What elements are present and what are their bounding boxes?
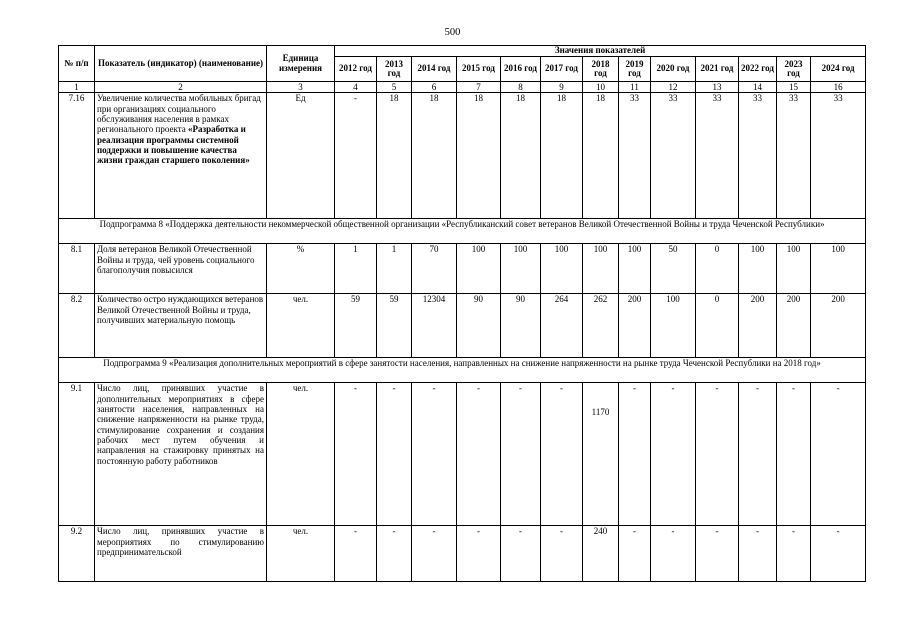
value-cell: 100 bbox=[583, 244, 619, 294]
value-cell: - bbox=[457, 526, 501, 582]
column-number: 2 bbox=[95, 82, 267, 93]
value-cell: 100 bbox=[811, 244, 866, 294]
column-number: 8 bbox=[501, 82, 541, 93]
value-cell: - bbox=[739, 526, 777, 582]
value-cell: 1 bbox=[335, 244, 377, 294]
unit-cell: чел. bbox=[267, 383, 335, 526]
value-cell: - bbox=[377, 383, 412, 526]
subprogram-8-title: Подпрограмма 8 «Поддержка деятельности некоммерческой общественной организации «Республиканский совет ветеранов Великой Отечественной Войны и труда Чеченской Республики» bbox=[59, 219, 866, 244]
unit-cell: чел. bbox=[267, 294, 335, 358]
unit-cell: чел. bbox=[267, 526, 335, 582]
value-cell: 1170 bbox=[583, 383, 619, 526]
indicators-table bbox=[58, 45, 866, 582]
value-cell: - bbox=[335, 526, 377, 582]
value-cell: 100 bbox=[541, 244, 583, 294]
column-numbers-row bbox=[59, 82, 866, 93]
table-row bbox=[59, 93, 866, 219]
indicator-name-plain: Увеличение количества мобильных бригад при организациях социального обслуживания населения в рамках регионального проекта bbox=[97, 93, 261, 135]
column-number: 11 bbox=[619, 82, 651, 93]
subprogram-9-title: Подпрограмма 9 «Реализация дополнительных мероприятий в сфере занятости населения, направленных на снижение напряженности на рынке труда Чеченской Республики на 2018 год» bbox=[59, 358, 866, 383]
value-cell: - bbox=[696, 383, 739, 526]
indicator-name bbox=[95, 93, 267, 219]
value-cell: 59 bbox=[377, 294, 412, 358]
column-number: 9 bbox=[541, 82, 583, 93]
row-number: 7.16 bbox=[59, 93, 95, 219]
value-cell: 100 bbox=[619, 244, 651, 294]
header-year-2: 2014 год bbox=[412, 57, 457, 82]
value-cell: - bbox=[335, 383, 377, 526]
header-year-11: 2023 год bbox=[777, 57, 811, 82]
value-cell: - bbox=[377, 526, 412, 582]
value-cell: 1 bbox=[377, 244, 412, 294]
column-number: 3 bbox=[267, 82, 335, 93]
page-number: 500 bbox=[444, 27, 461, 38]
table-row bbox=[59, 294, 866, 358]
value-cell: 240 bbox=[583, 526, 619, 582]
value-cell: 200 bbox=[777, 294, 811, 358]
value-cell: 12304 bbox=[412, 294, 457, 358]
column-number: 16 bbox=[811, 82, 866, 93]
table-row bbox=[59, 244, 866, 294]
header-indicator: Показатель (индикатор) (наименование) bbox=[95, 46, 267, 82]
value-cell: - bbox=[651, 526, 696, 582]
value-cell: 18 bbox=[583, 93, 619, 219]
header-year-3: 2015 год bbox=[457, 57, 501, 82]
value-cell: - bbox=[811, 526, 866, 582]
row-number: 8.1 bbox=[59, 244, 95, 294]
value-cell: 90 bbox=[457, 294, 501, 358]
indicator-name: Число лиц, принявших участие в мероприятиях по стимулированию предпринимательской bbox=[95, 526, 267, 582]
value-cell: 264 bbox=[541, 294, 583, 358]
indicator-name: Количество остро нуждающихся ветеранов Великой Отечественной Войны и труда, получивших материальную помощь bbox=[95, 294, 267, 358]
header-year-5: 2017 год bbox=[541, 57, 583, 82]
column-number: 12 bbox=[651, 82, 696, 93]
indicator-name-bold: «Разработка и реализация программы системной поддержки и повышение качества жизни граждан старшего поколения» bbox=[97, 124, 250, 166]
subprogram-9-heading bbox=[59, 358, 866, 383]
value-cell: 200 bbox=[811, 294, 866, 358]
value-cell: - bbox=[651, 383, 696, 526]
row-number: 9.1 bbox=[59, 383, 95, 526]
header-year-12: 2024 год bbox=[811, 57, 866, 82]
value-cell: 0 bbox=[696, 244, 739, 294]
value-cell: - bbox=[501, 383, 541, 526]
column-number: 1 bbox=[59, 82, 95, 93]
header-year-6: 2018 год bbox=[583, 57, 619, 82]
value-cell: 18 bbox=[412, 93, 457, 219]
value-cell: - bbox=[541, 526, 583, 582]
value-cell: - bbox=[619, 383, 651, 526]
header-year-0: 2012 год bbox=[335, 57, 377, 82]
column-number: 6 bbox=[412, 82, 457, 93]
value-cell: 90 bbox=[501, 294, 541, 358]
value-cell: 262 bbox=[583, 294, 619, 358]
header-year-10: 2022 год bbox=[739, 57, 777, 82]
value-cell: 200 bbox=[739, 294, 777, 358]
value-cell: 18 bbox=[457, 93, 501, 219]
value-cell: 100 bbox=[501, 244, 541, 294]
header-year-8: 2020 год bbox=[651, 57, 696, 82]
column-number: 13 bbox=[696, 82, 739, 93]
value-cell: - bbox=[777, 383, 811, 526]
header-values: Значения показателей bbox=[335, 46, 866, 57]
value-cell: 50 bbox=[651, 244, 696, 294]
value-cell: 33 bbox=[619, 93, 651, 219]
value-cell: - bbox=[739, 383, 777, 526]
value-cell: 18 bbox=[377, 93, 412, 219]
value-cell: - bbox=[457, 383, 501, 526]
row-number: 8.2 bbox=[59, 294, 95, 358]
unit-cell: % bbox=[267, 244, 335, 294]
value-cell: 33 bbox=[811, 93, 866, 219]
value-cell: 33 bbox=[777, 93, 811, 219]
header-num: № п/п bbox=[59, 46, 95, 82]
value-cell: - bbox=[501, 526, 541, 582]
column-number: 10 bbox=[583, 82, 619, 93]
value-cell: - bbox=[412, 383, 457, 526]
value-cell: - bbox=[777, 526, 811, 582]
value-cell: 100 bbox=[457, 244, 501, 294]
value-cell: 70 bbox=[412, 244, 457, 294]
value-cell: 33 bbox=[651, 93, 696, 219]
column-number: 5 bbox=[377, 82, 412, 93]
value-cell: - bbox=[811, 383, 866, 526]
column-number: 4 bbox=[335, 82, 377, 93]
table-row bbox=[59, 526, 866, 582]
header-year-9: 2021 год bbox=[696, 57, 739, 82]
table-row bbox=[59, 383, 866, 526]
value-cell: 200 bbox=[619, 294, 651, 358]
value-cell: 100 bbox=[739, 244, 777, 294]
header-year-4: 2016 год bbox=[501, 57, 541, 82]
value-cell: 18 bbox=[501, 93, 541, 219]
value-cell: - bbox=[696, 526, 739, 582]
header-year-7: 2019 год bbox=[619, 57, 651, 82]
value-cell: 100 bbox=[651, 294, 696, 358]
column-number: 15 bbox=[777, 82, 811, 93]
value-cell: 100 bbox=[777, 244, 811, 294]
header-row-1 bbox=[59, 46, 866, 57]
value-cell: 0 bbox=[696, 294, 739, 358]
header-unit: Единица измерения bbox=[267, 46, 335, 82]
subprogram-8-heading bbox=[59, 219, 866, 244]
column-number: 7 bbox=[457, 82, 501, 93]
indicator-name: Доля ветеранов Великой Отечественной Войны и труда, чей уровень социального благополучия повысился bbox=[95, 244, 267, 294]
value-cell: 33 bbox=[696, 93, 739, 219]
row-number: 9.2 bbox=[59, 526, 95, 582]
value-cell: - bbox=[412, 526, 457, 582]
value-cell: 33 bbox=[739, 93, 777, 219]
value-cell: - bbox=[335, 93, 377, 219]
unit-cell: Ед bbox=[267, 93, 335, 219]
value-cell: - bbox=[541, 383, 583, 526]
indicator-name: Число лиц, принявших участие в дополнительных мероприятиях в сфере занятости населения, направленных на снижение напряженности на рынке труда, стимулирование сохранения и создания рабочих мест путем обучения и направления на стажировку принятых на постоянную работу работников bbox=[95, 383, 267, 526]
value-cell: 59 bbox=[335, 294, 377, 358]
value-cell: - bbox=[619, 526, 651, 582]
column-number: 14 bbox=[739, 82, 777, 93]
value-cell: 18 bbox=[541, 93, 583, 219]
header-year-1: 2013 год bbox=[377, 57, 412, 82]
